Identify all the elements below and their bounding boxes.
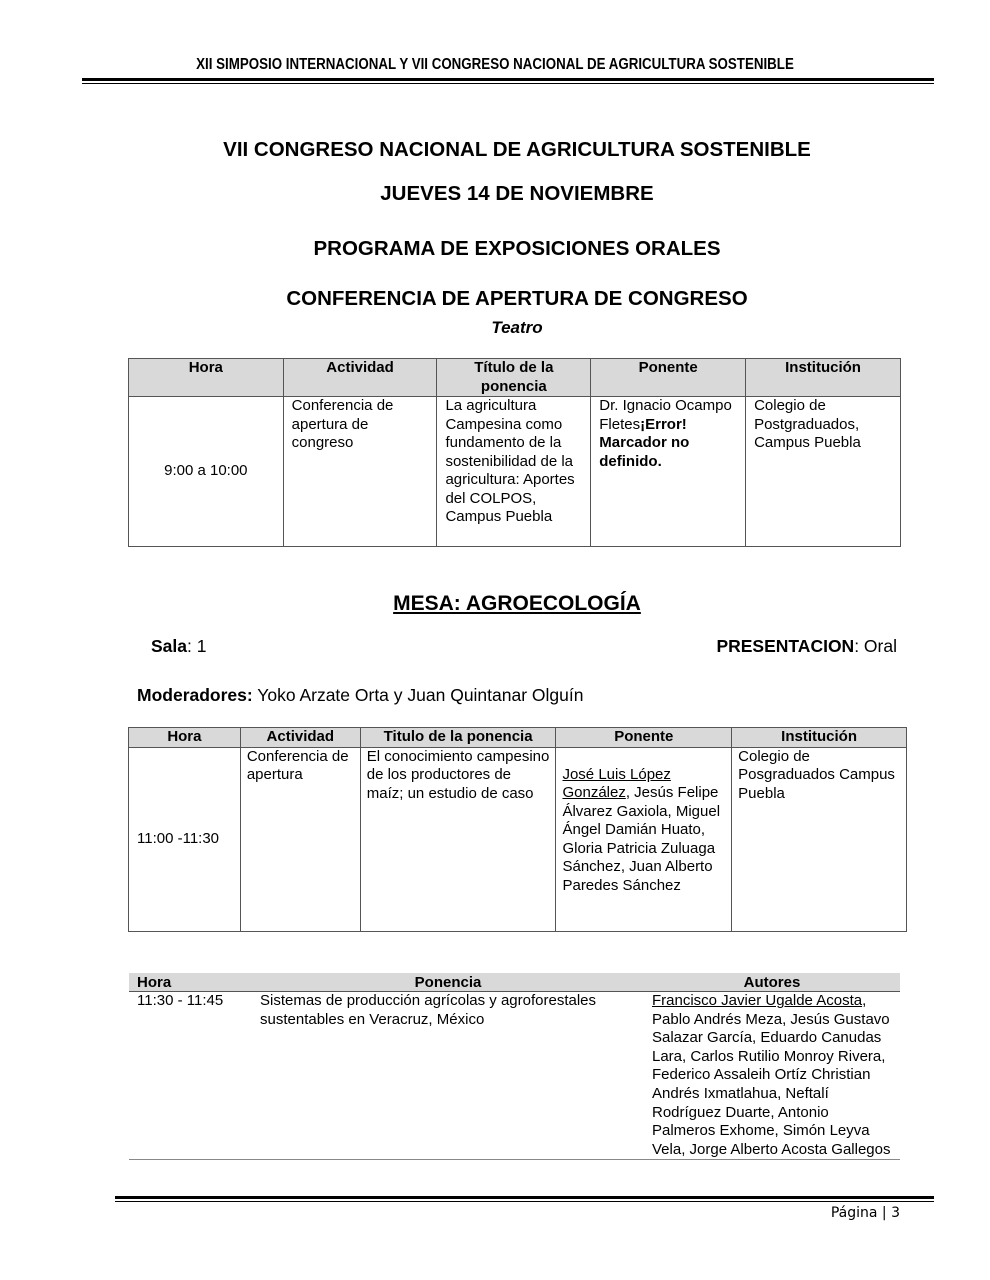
moderadores-label: Moderadores: <box>137 685 253 705</box>
col-actividad: Actividad <box>283 359 437 397</box>
opening-title: CONFERENCIA DE APERTURA DE CONGRESO <box>286 287 748 310</box>
sala-label: Sala <box>151 636 187 656</box>
opening-table <box>128 358 901 547</box>
col-hora: Hora <box>129 973 252 992</box>
presentacion-label: PRESENTACION <box>716 636 855 656</box>
ponente-rest: , Jesús Felipe Álvarez Gaxiola, Miguel Ángel Damián Huato, Gloria Patricia Zuluaga Sánchez, Juan Alberto Paredes Sánchez <box>562 784 721 894</box>
mesa-title: MESA: AGROECOLOGÍA <box>393 592 641 615</box>
cell-autores <box>644 992 900 1160</box>
cell-titulo: El conocimiento campesino de los productores de maíz; un estudio de caso <box>360 747 556 931</box>
venue-label: Teatro <box>491 318 543 337</box>
header-rule <box>82 78 934 81</box>
presentacion-line <box>716 636 897 657</box>
page-number: Página | 3 <box>830 1205 900 1221</box>
congress-title: VII CONGRESO NACIONAL DE AGRICULTURA SOSTENIBLE <box>223 138 811 161</box>
date-title: JUEVES 14 DE NOVIEMBRE <box>380 182 654 205</box>
cell-institucion: Colegio de Posgraduados Campus Puebla <box>732 747 907 931</box>
program-title: PROGRAMA DE EXPOSICIONES ORALES <box>313 237 721 260</box>
cell-hora: 11:30 - 11:45 <box>137 992 224 1009</box>
col-institucion: Institución <box>746 359 901 397</box>
col-titulo: Título de la ponencia <box>437 359 591 397</box>
bookmark-error: ¡Error! Marcador no definido. <box>599 415 690 470</box>
cell-actividad: Conferencia de apertura <box>240 747 360 931</box>
cell-hora: 9:00 a 10:00 <box>129 397 284 547</box>
sala-value: : 1 <box>187 636 207 656</box>
cell-institucion: Colegio de Postgraduados, Campus Puebla <box>746 397 901 547</box>
sala-line <box>151 636 206 657</box>
footer-rule <box>115 1196 934 1199</box>
autor-main: Francisco Javier Ugalde Acosta <box>652 992 863 1009</box>
cell-actividad: Conferencia de apertura de congreso <box>283 397 437 547</box>
col-ponente: Ponente <box>556 728 732 748</box>
presentacion-value: : Oral <box>854 636 897 656</box>
moderadores-line <box>137 685 583 706</box>
col-actividad: Actividad <box>240 728 360 748</box>
header-rule-thin <box>82 83 934 84</box>
ponente-main: José Luis López González <box>562 765 671 801</box>
col-titulo: Titulo de la ponencia <box>360 728 556 748</box>
ponencias-table <box>129 973 900 1160</box>
col-hora: Hora <box>129 359 284 397</box>
moderadores-value: Yoko Arzate Orta y Juan Quintanar Olguín <box>252 685 584 705</box>
running-header: XII SIMPOSIO INTERNACIONAL Y VII CONGRESO NACIONAL DE AGRICULTURA SOSTENIBLE <box>196 56 794 73</box>
cell-titulo: La agricultura Campesina como fundamento de la sostenibilidad de la agricultura: Aportes del COLPOS, Campus Puebla <box>437 397 591 547</box>
col-ponente: Ponente <box>591 359 746 397</box>
footer-rule-thin <box>115 1201 934 1202</box>
autores-rest: , Pablo Andrés Meza, Jesús Gustavo Salazar García, Eduardo Canudas Lara, Carlos Rutilio Monroy Rivera, Federico Assaleih Ortíz Christian Andrés Ixmatlahua, Neftalí Rodríguez Duarte, Antonio Palmeros Exhome, Simón Leyva Vela, Jorge Alberto Acosta Gallegos <box>652 992 891 1158</box>
col-hora: Hora <box>129 728 241 748</box>
col-autores: Autores <box>644 973 900 992</box>
cell-hora: 11:00 -11:30 <box>129 747 241 931</box>
cell-ponencia: Sistemas de producción agrícolas y agroforestales sustentables en Veracruz, México <box>260 992 597 1028</box>
ponente-name: Dr. Ignacio Ocampo Fletes <box>599 397 732 433</box>
col-institucion: Institución <box>732 728 907 748</box>
cell-ponente <box>556 747 732 931</box>
cell-ponente <box>591 397 746 547</box>
col-ponencia: Ponencia <box>252 973 644 992</box>
mesa-table <box>128 727 907 932</box>
